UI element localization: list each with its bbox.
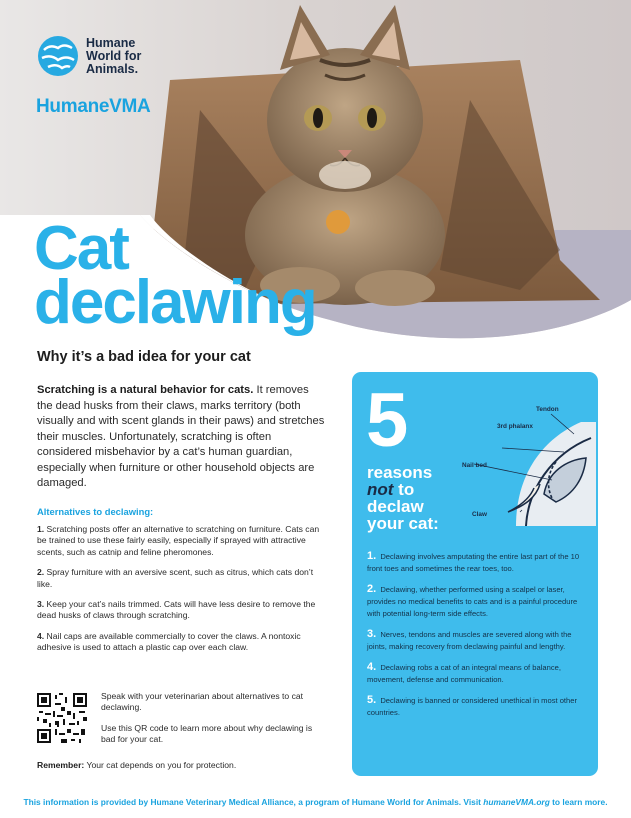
page-subtitle: Why it’s a bad idea for your cat [37,349,251,365]
page-title [34,214,316,337]
org-name-line2: World for [86,48,142,63]
remember-label: Remember: [37,760,85,770]
title-line1: Cat [34,214,128,283]
list-item: 5. Declawing is banned or considered unethical in most other countries. [367,694,578,717]
list-item: 4. Declawing robs a cat of an integral means of balance, movement, defense and communication. [367,661,561,684]
website-link[interactable]: humaneVMA.org [483,797,550,807]
list-item: 3. Nerves, tendons and muscles are severed along with the joints, making recovery from declawing painful and lengthy. [367,628,572,651]
reasons-list [367,550,589,727]
title-line2: declawing [34,268,316,337]
list-item: 1. Scratching posts offer an alternative to scratching on furniture. Cats can be trained to use these fairly easily, especially if sprayed with attractive scents, such as catnip and feline pheromones. [37,524,320,557]
qr-text-1: Speak with your veterinarian about alternatives to cat declawing. [101,691,304,713]
reasons-heading: reasons not to declaw your cat: [367,463,439,533]
label-claw: Claw [472,511,487,518]
list-item: 2. Declawing, whether performed using a scalpel or laser, provides no medical benefits to cats and is a painful procedure with potential long-term side effects. [367,583,578,618]
intro-body: It removes the dead husks from their claws, marks territory (both visually and with scent glands in their paws) and stretches their muscles. Unfortunately, scratching is often considered misbehavior by a cat’s human guardian, especially when furniture or other household objects are damaged. [37,384,325,489]
list-item: 1. Declawing involves amputating the entire last part of the 10 front toes and sometimes the rear toes, too. [367,550,580,573]
org-name-line1: Humane [86,35,136,50]
list-item: 4. Nail caps are available commercially to cover the claws. A nontoxic adhesive is used to attach a plastic cap over each claw. [37,630,301,653]
intro-paragraph [37,383,327,492]
label-phalanx: 3rd phalanx [497,423,533,430]
reasons-panel [352,372,598,776]
globe-animals-icon [36,34,80,78]
alternatives-heading: Alternatives to declawing: [37,506,154,517]
org-name-line3: Animals. [86,61,139,76]
label-nail-bed: Nail bed [462,462,487,469]
qr-text-2: Use this QR code to learn more about why declawing is bad for your cat. [101,722,313,745]
remember-text: Your cat depends on you for protection. [84,760,237,770]
reasons-number: 5 [366,378,409,463]
label-tendon: Tendon [536,406,559,413]
list-item: 2. Spray furniture with an aversive scent, such as citrus, which cats don’t like. [37,567,314,589]
footer-note: This information is provided by Humane Veterinary Medical Alliance, a program of Humane World for Animals. Visit humaneVMA.org to learn more. [23,797,608,807]
list-item: 3. Keep your cat’s nails trimmed. Cats will have less desire to remove the dead husks of claws through scratching. [37,599,316,621]
intro-lead: Scratching is a natural behavior for cats. [37,384,254,396]
program-name: HumaneVMA [36,96,151,117]
logo [36,34,141,78]
alternatives-list [37,524,325,663]
remember-note [37,760,236,770]
qr-code[interactable] [37,693,87,743]
qr-instructions [101,691,321,755]
